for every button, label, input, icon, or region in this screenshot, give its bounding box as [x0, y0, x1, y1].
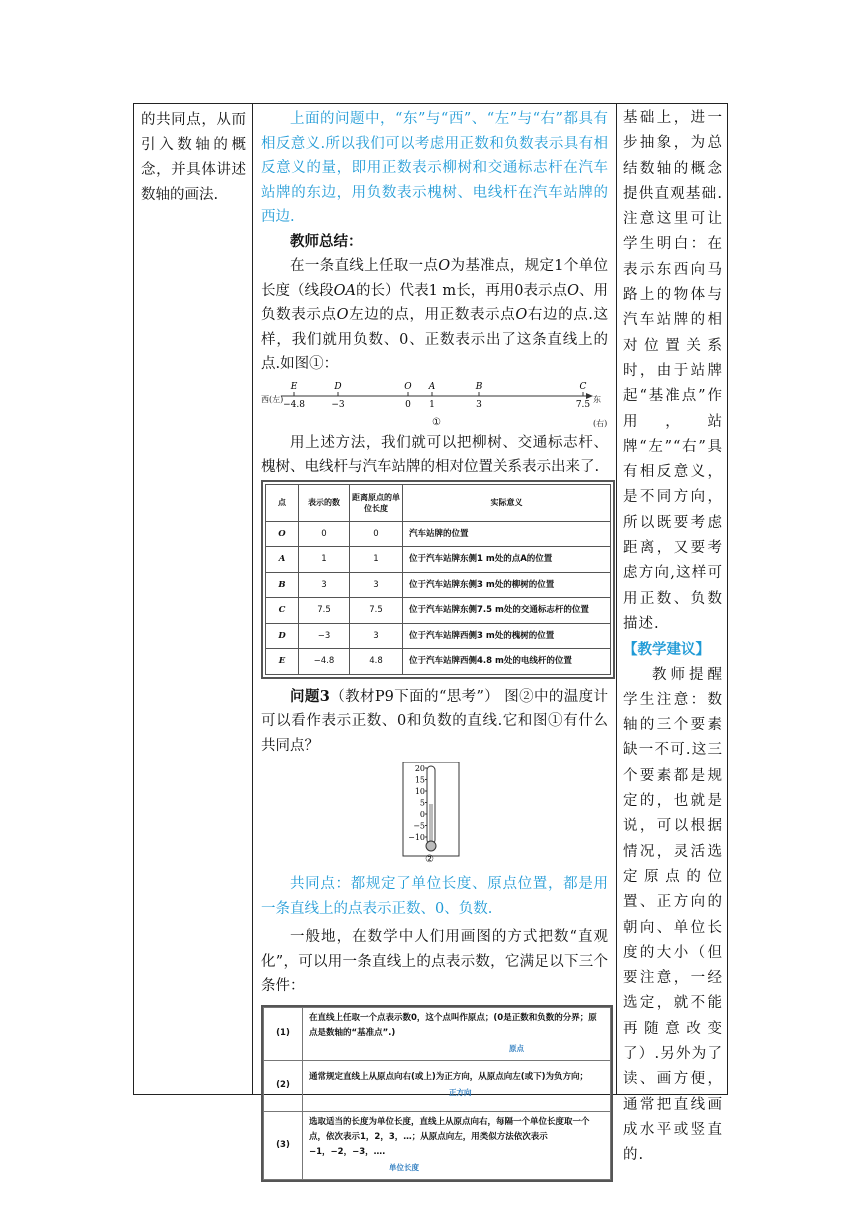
condition-text: 通常规定直线上从原点向右(或上)为正方向，从原点向左(或下)为负方向； 正方向 — [303, 1060, 611, 1111]
table-cell: 3 — [350, 623, 403, 649]
condition-number: (2) — [264, 1060, 303, 1111]
right-column — [617, 104, 728, 1164]
condition-number: (3) — [264, 1111, 303, 1179]
paragraph-base-point: 在一条直线上任取一点O为基准点，规定1个单位长度（线段OA的长）代表1 m长，再用0表示点O、用负数表示点O左边的点，用正数表示点O右边的点.这样，我们就用负数、0、正数表示出了这条直线上的点.如图①： — [261, 258, 609, 372]
question-3-title: 问题3 — [290, 687, 330, 705]
table-cell: 0 — [350, 521, 403, 547]
thermometer-figure — [261, 762, 608, 865]
table-cell: B — [266, 572, 299, 598]
table-cell: A — [266, 547, 299, 573]
condition-row — [264, 1007, 611, 1060]
header-point: 点 — [266, 484, 299, 521]
point-value: −4.8 — [283, 399, 305, 410]
table-cell: 1 — [350, 547, 403, 573]
header-distance: 距离原点的单位长度 — [350, 484, 403, 521]
condition-number: (1) — [264, 1007, 303, 1060]
east-label: 东(右) — [593, 394, 608, 428]
thermometer-svg — [261, 762, 608, 862]
table-row — [266, 572, 611, 598]
point-letter: E — [290, 381, 298, 392]
table-cell: −4.8 — [299, 649, 350, 675]
condition-row — [264, 1111, 611, 1179]
table-cell: 位于汽车站牌东侧3 m处的柳树的位置 — [403, 572, 611, 598]
thermometer-tick-label: 0 — [419, 810, 425, 819]
point-letter: D — [334, 381, 342, 392]
table-cell: O — [266, 521, 299, 547]
point-letter: O — [404, 381, 412, 392]
table-cell: 1 — [299, 547, 350, 573]
table-row — [266, 649, 611, 675]
common-points-answer: 共同点：都规定了单位长度、原点位置，都是用一条直线上的点表示正数、0、负数. — [261, 876, 608, 917]
table-cell: 7.5 — [299, 598, 350, 624]
table-cell: 3 — [350, 572, 403, 598]
point-letter: B — [475, 381, 483, 392]
point-value: 3 — [476, 399, 482, 410]
header-number: 表示的数 — [299, 484, 350, 521]
teaching-suggestion-title: 【教学建议】 — [623, 641, 710, 659]
figure-caption-2: ② — [425, 854, 434, 865]
table-cell: −3 — [299, 623, 350, 649]
question-3 — [261, 685, 608, 759]
right-column-note: 基础上，进一步抽象，为总结数轴的概念提供直观基础.注意这里可让学生明白：在表示东西向马路上的物体与汽车站牌的相对位置关系时，由于站牌起“基准点”作用，站牌“左”“右”具有相反意义，是不同方向，所以既要考虑距离，又要考虑方向,这样可用正数、负数描述. — [623, 110, 723, 632]
point-value: 1 — [429, 399, 435, 410]
west-label: 西(左) — [261, 394, 284, 404]
question-3-text: （教材P9下面的“思考”） 图②中的温度计可以看作表示正数、0和负数的直线.它和图①有什么共同点？ — [261, 688, 609, 754]
paragraph-relative-positions: 用上述方法，我们就可以把柳树、交通标志杆、槐树、电线杆与汽车站牌的相对位置关系表示出来了. — [261, 434, 608, 475]
conditions-table — [263, 1007, 611, 1180]
lesson-table — [133, 103, 728, 1172]
table-cell: 0 — [299, 521, 350, 547]
table-row — [266, 547, 611, 573]
teaching-suggestion-text: 教师提醒学生注意：数轴的三个要素缺一不可.这三个要素都是规定的，也就是说，可以根据情况，灵活选定原点的位置、正方向的朝向、单位长度的大小（但要注意，一经选定，就不能再随意改变了）.另外为了读、画方便，通常把直线画成水平或竖直的. — [623, 666, 723, 1164]
paragraph-three-conditions: 一般地，在数学中人们用画图的方式把数“直观化”，可以用一条直线上的点表示数，它满足以下三个条件： — [261, 929, 608, 994]
figure-caption-1: ① — [432, 416, 441, 428]
number-line-figure — [261, 379, 608, 427]
paragraph-opposite-meaning: 上面的问题中，“东”与“西”、“左”与“右”都具有相反意义.所以我们可以考虑用正数和负数表示具有相反意义的量，即用正数表示柳树和交通标志杆在汽车站牌的东边，用负数表示槐树、电线杆在汽车站牌的西边. — [261, 111, 608, 225]
point-value: 7.5 — [575, 399, 591, 410]
point-letter: A — [428, 381, 436, 392]
thermometer-tick-label: 20 — [414, 764, 425, 773]
table-cell: D — [266, 623, 299, 649]
table-cell: 7.5 — [350, 598, 403, 624]
table-row — [266, 623, 611, 649]
table-cell: 位于汽车站牌西侧4.8 m处的电线杆的位置 — [403, 649, 611, 675]
header-meaning: 实际意义 — [403, 484, 611, 521]
thermometer-tick-label: −10 — [408, 833, 425, 842]
thermometer-tick-label: 15 — [414, 775, 425, 785]
table-cell: 位于汽车站牌东侧1 m处的点A的位置 — [403, 547, 611, 573]
thermometer-tick-label: 5 — [419, 798, 425, 808]
position-table — [265, 484, 611, 675]
point-letter: C — [579, 381, 587, 392]
table-row — [266, 521, 611, 547]
unit-length-annotation: 单位长度 — [389, 1162, 419, 1172]
table-cell: E — [266, 649, 299, 675]
condition-row — [264, 1060, 611, 1111]
table-cell: 汽车站牌的位置 — [403, 521, 611, 547]
left-column-text: 的共同点，从而引入数轴的概念，并具体讲述数轴的画法. — [141, 112, 246, 203]
point-value: −3 — [331, 399, 345, 410]
table-cell: 3 — [299, 572, 350, 598]
condition-text: 选取适当的长度为单位长度，直线上从原点向右，每隔一个单位长度取一个点，依次表示1，2，3，…；从原点向左，用类似方法依次表示−1，−2，−3，…. 单位长度 — [303, 1111, 611, 1179]
table-cell: C — [266, 598, 299, 624]
teacher-summary-title: 教师总结： — [290, 232, 363, 250]
table-cell: 4.8 — [350, 649, 403, 675]
position-table-figure — [261, 480, 615, 679]
table-row — [266, 598, 611, 624]
thermometer-tick-label: −5 — [413, 821, 425, 831]
positive-direction-annotation: 正方向 — [449, 1088, 472, 1097]
conditions-figure — [261, 1005, 613, 1182]
left-column — [134, 104, 252, 1094]
table-cell: 位于汽车站牌西侧3 m处的槐树的位置 — [403, 623, 611, 649]
point-value: 0 — [405, 399, 411, 410]
middle-column — [253, 104, 616, 1172]
condition-text: 在直线上任取一个点表示数0，这个点叫作原点；(0是正数和负数的分界；原点是数轴的“基准点”.) 原点 — [303, 1007, 611, 1060]
table-cell: 位于汽车站牌东侧7.5 m处的交通标志杆的位置 — [403, 598, 611, 624]
thermometer-tick-label: 10 — [414, 787, 425, 796]
origin-annotation: 原点 — [509, 1043, 524, 1053]
